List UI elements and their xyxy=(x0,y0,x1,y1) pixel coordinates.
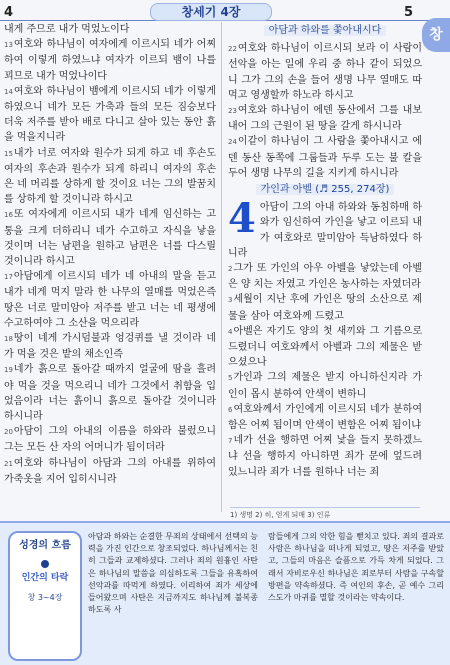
verse-text: 아담이 그의 아내 하와와 동침하매 하와가 임신하여 가인을 낳고 이르되 내가 여호와로 말미암아 득남하였다 하니라 xyxy=(228,202,422,259)
verse xyxy=(4,22,216,37)
verse-text: 여호와 하나님이 뱀에게 이르시되 네가 이렇게 하였으니 네가 모든 가축과 들의 모든 짐승보다 더욱 저주를 받아 배로 다니고 살아 있는 동안 흙을 먹을지니라 xyxy=(4,85,216,144)
page-number-right: 5 xyxy=(404,5,414,20)
verse-number: 21 xyxy=(4,459,13,468)
page-number-left: 4 xyxy=(4,5,14,20)
verse-text: 아담에게 이르시되 네가 네 아내의 말을 듣고 내가 네게 먹지 말라 한 나무의 열매를 먹었은즉 땅은 너로 말미암아 저주를 받고 너는 네 평생에 수고하여야 그 소산을 먹으리라 xyxy=(4,271,216,329)
verse-text: 땅이 네게 가시덤불과 엉겅퀴를 낼 것이라 네가 먹을 것은 밭의 채소인즉 xyxy=(4,333,216,361)
chapter-header: 창세기 4장 xyxy=(150,3,272,21)
verse xyxy=(228,433,422,480)
verse-number: 2 xyxy=(228,265,233,274)
verse xyxy=(228,292,422,323)
verse-text: 그가 또 가인의 아우 아벨을 낳았는데 아벨은 양 치는 자였고 가인은 농사하는 자였더라 xyxy=(228,263,422,291)
verse-text: 네가 흙으로 돌아갈 때까지 얼굴에 땀을 흘려야 먹을 것을 먹으리니 네가 그것에서 취함을 입었음이라 너는 흙이니 흙으로 돌아갈 것이니라 하시니라 xyxy=(4,364,216,423)
verse xyxy=(4,146,216,208)
verse-number: 20 xyxy=(4,428,13,437)
verse-text: 내가 너로 여자와 원수가 되게 하고 네 후손도 여자의 후손과 원수가 되게 하리니 여자의 후손은 네 머리를 상하게 할 것이요 너는 그의 발꿈치를 상하게 할 것이니라 하시고 xyxy=(4,147,216,206)
verse-text: 여호와 하나님이 아담과 그의 아내를 위하여 가죽옷을 지어 입히시니라 xyxy=(4,457,216,485)
left-column xyxy=(4,22,216,503)
verse-number: 3 xyxy=(228,296,233,305)
verse xyxy=(228,261,422,292)
study-box-subtitle: 인간의 타락 xyxy=(21,573,69,583)
verse-number: 14 xyxy=(4,87,13,96)
verse-text: 여호와께서 가인에게 이르시되 네가 분하여 함은 어찌 됨이며 안색이 변함은 어찌 됨이냐 xyxy=(228,403,422,432)
right-column xyxy=(228,22,422,480)
verse xyxy=(4,424,216,455)
verse-number: 17 xyxy=(4,273,13,282)
verse-number: 16 xyxy=(4,211,13,220)
footnote: 1) 생명 2) 히, 얻게 되매 3) 인류 xyxy=(230,507,420,520)
verse-number: 6 xyxy=(228,405,233,414)
verse xyxy=(4,84,216,146)
verse xyxy=(228,134,422,181)
verse-text: 이같이 하나님이 그 사람을 쫓아내시고 에덴 동산 동쪽에 그룹들과 두루 도는 불 칼을 두어 생명 나무의 길을 지키게 하시니라 xyxy=(228,136,422,179)
verse-text: 네가 선을 행하면 어찌 낯을 들지 못하겠느냐 선을 행하지 아니하면 죄가 문에 엎드려 있느니라 죄가 너를 원하나 너는 죄 xyxy=(228,435,422,478)
verse xyxy=(4,37,216,84)
verse-text: 가인과 그의 제물은 받지 아니하신지라 가인이 몹시 분하여 안색이 변하니 xyxy=(228,372,422,400)
verse-number: 18 xyxy=(4,335,13,344)
verse-text: 또 여자에게 이르시되 내가 네게 임신하는 고통을 크게 더하리니 네가 수고하고 자식을 낳을 것이며 너는 남편을 원하고 남편은 너를 다스릴 것이니라 하시고 xyxy=(4,209,216,268)
section-heading xyxy=(228,182,422,197)
study-box-title: 성경의 흐름 xyxy=(19,540,71,551)
verse-number: 23 xyxy=(228,107,237,116)
study-box-reference: 창 3~4장 xyxy=(27,593,63,602)
verse xyxy=(4,362,216,424)
verse xyxy=(4,487,216,503)
verse xyxy=(228,195,422,261)
verse xyxy=(228,103,422,134)
verse xyxy=(4,456,216,487)
verse-number: 19 xyxy=(4,366,13,375)
verse-text: 여호와 하나님이 여자에게 이르시되 네가 어찌하여 이렇게 하였느냐 여자가 이르되 뱀이 나를 꾀므로 내가 먹었나이다 xyxy=(4,39,216,82)
study-box xyxy=(0,521,450,665)
section-heading-text: 아담과 하와를 쫓아내시다 xyxy=(264,25,387,36)
chapter-dropcap: 4 xyxy=(228,195,256,243)
verse-text: 아벨은 자기도 양의 첫 새끼와 그 기름으로 드렸더니 여호와께서 아벨과 그의 제물은 받으셨으나 xyxy=(228,325,422,369)
column-divider xyxy=(221,22,222,512)
verse-number: 22 xyxy=(228,45,237,54)
verse-text: 세월이 지난 후에 가인은 땅의 소산으로 제물을 삼아 여호와께 드렸고 xyxy=(228,294,422,322)
verse xyxy=(228,41,422,103)
verse-text: 아담이 그의 아내의 이름을 하와라 불렀으니 그는 모든 산 자의 어머니가 됨이더라 xyxy=(4,426,216,454)
study-box-label xyxy=(8,531,82,661)
verse xyxy=(4,269,216,331)
verse-number: 13 xyxy=(4,41,13,50)
verse xyxy=(4,331,216,362)
verse-text: 여호와 하나님이 이르시되 보라 이 사람이 선악을 아는 일에 우리 중 하나 같이 되었으니 그가 그의 손을 들어 생명 나무 열매도 따먹고 영생할까 하노라 하시고 xyxy=(228,43,422,101)
study-text-right: 람들에게 그의 악한 힘을 뻗치고 있다. 죄의 결과로 사람은 하나님을 떠나게 되었고, 땅은 저주를 받았고, 그들의 마음은 슬픔으로 가득 차게 되었다. 그래서 자비로우신 하나님은 죄로부터 사람을 구속할 방편을 약속하셨다. 즉 여인의 후손, 곧 예수 그리스도가 마귀를 멸할 것이라는 약속이다. xyxy=(268,532,444,603)
section-heading-text: 가인과 아벨 (♬ 255, 274장) xyxy=(256,184,395,195)
book-tab[interactable]: 창 xyxy=(422,18,450,52)
verse xyxy=(228,324,422,371)
verse-text: 여호와 하나님이 에덴 동산에서 그를 내보내어 그의 근원이 된 땅을 갈게 하시니라 xyxy=(228,105,422,133)
section-heading xyxy=(228,23,422,38)
verse xyxy=(228,370,422,401)
verse-number: 24 xyxy=(228,138,237,147)
verse-number: 15 xyxy=(4,149,13,158)
verse-number: 4 xyxy=(228,327,233,336)
study-text-left: 아담과 하와는 순결한 무죄의 상태에서 선택의 능력을 가진 인간으로 창조되었다. 하나님께서는 친히 그들과 교제하셨다. 그러나 죄의 원흉인 사탄은 하나님의 말씀을 의심하도록 그들을 유혹하여 선악과를 따먹게 하였다. 이리하여 죄가 세상에 들어왔으며 사탄은 지금까지도 하나님께 불복종하도록 사 xyxy=(88,532,258,615)
verse-text: 내게 주므로 내가 먹었노이다 xyxy=(4,24,130,35)
verse xyxy=(4,207,216,269)
verse xyxy=(228,402,422,433)
verse-number: 5 xyxy=(228,374,233,383)
verse-number: 7 xyxy=(228,437,233,446)
bullet-icon xyxy=(41,560,49,568)
